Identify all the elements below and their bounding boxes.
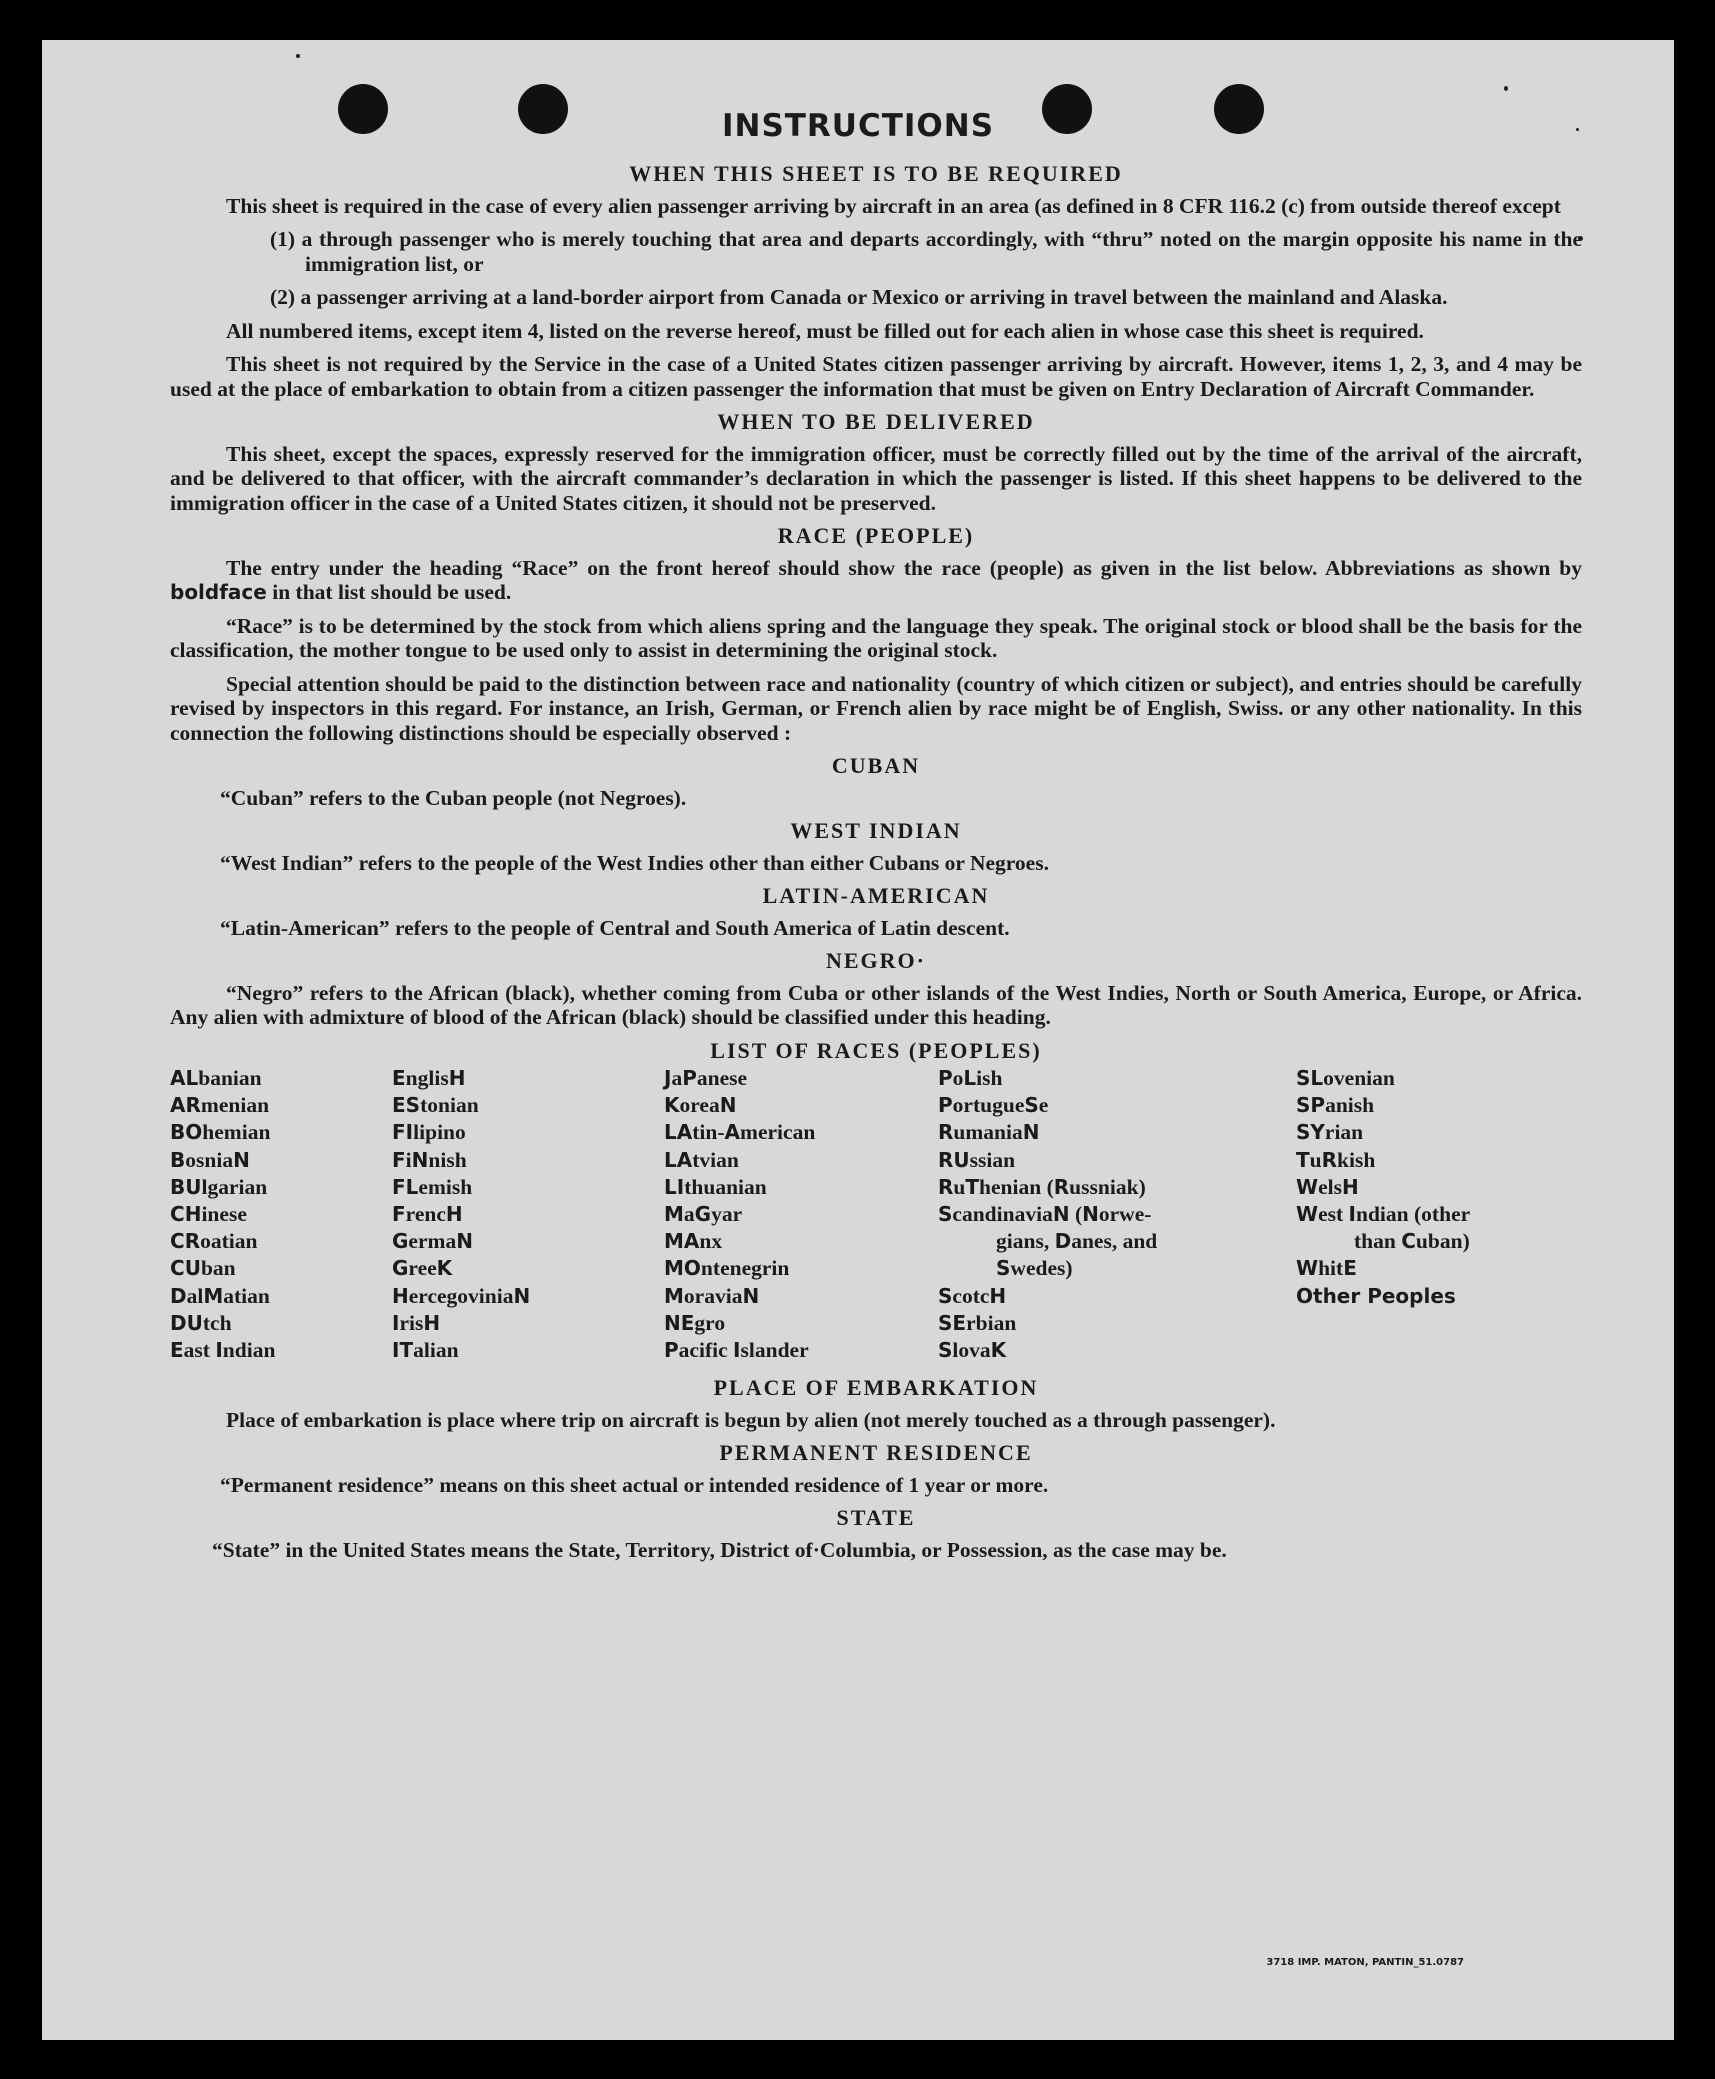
race-entry: Other Peoples — [1296, 1283, 1456, 1308]
paragraph-text: The entry under the heading “Race” on the front hereof should show the race (people) as given in the list below. Abbreviations as shown by — [226, 555, 1582, 580]
race-column — [664, 1065, 938, 1364]
race-entry: RumaniaN — [938, 1120, 1040, 1145]
race-entry: ITalian — [392, 1338, 459, 1363]
race-entry: gians, Danes, and — [996, 1229, 1158, 1254]
document-sheet — [42, 40, 1674, 2040]
race-entry: MoraviaN — [664, 1283, 760, 1308]
race-entry: SYrian — [1296, 1120, 1364, 1145]
race-entry: FrencH — [392, 1202, 463, 1227]
race-entry: JaPanese — [664, 1066, 748, 1090]
race-entry: LAtin-American — [664, 1120, 816, 1145]
race-column — [1296, 1065, 1582, 1364]
paragraph: “Race” is to be determined by the stock from which aliens spring and the language they speak. The original stock or blood shall be the basis for the classification, the mother tongue to be used only to assist in determining the original stock. — [170, 613, 1582, 662]
section-heading: STATE — [836, 1505, 916, 1531]
speck — [1504, 86, 1508, 91]
speck — [296, 54, 300, 58]
race-entry: Pacific Islander — [664, 1338, 809, 1363]
race-entry: SlovaK — [938, 1338, 1007, 1363]
paragraph: This sheet, except the spaces, expressly reserved for the immigration officer, must be correctly filled out by the time of the arrival of the aircraft, and be delivered to that officer, with the aircraft commander’s declaration in which the passenger is listed. If this sheet happens to be delivered to the immigration officer in the case of a United States citizen, it should not be preserved. — [170, 441, 1582, 515]
paragraph: “Cuban” refers to the Cuban people (not Negroes). — [220, 785, 687, 810]
race-entry: IrisH — [392, 1310, 441, 1335]
race-entry: RUssian — [938, 1147, 1016, 1172]
boldface-word: boldface — [170, 580, 267, 604]
race-entry: West Indian (other — [1296, 1202, 1471, 1227]
race-entry: EnglisH — [392, 1066, 466, 1090]
race-entry: DalMatian — [170, 1283, 270, 1308]
section-heading: RACE (PEOPLE) — [777, 523, 975, 548]
race-entry: SLovenian — [1296, 1066, 1395, 1090]
race-entry: GreeK — [392, 1256, 453, 1281]
race-entry: KoreaN — [664, 1093, 737, 1118]
race-column — [392, 1065, 664, 1364]
race-entry: SPanish — [1296, 1093, 1375, 1118]
race-entry: CRoatian — [170, 1229, 258, 1254]
race-entry: RuThenian (Russniak) — [938, 1174, 1146, 1199]
race-entry: MAnx — [664, 1229, 723, 1254]
paragraph: “State” in the United States means the State, Territory, District of·Columbia, or Possession, as the case may be. — [212, 1537, 1227, 1562]
race-entry: BUlgarian — [170, 1174, 268, 1199]
race-entry: BOhemian — [170, 1120, 271, 1145]
section-heading: LATIN-AMERICAN — [762, 883, 990, 908]
race-entry: DUtch — [170, 1310, 232, 1335]
race-entry: WelsH — [1296, 1174, 1359, 1199]
section-heading: PERMANENT RESIDENCE — [719, 1440, 1033, 1466]
race-entry: LIthuanian — [664, 1174, 767, 1199]
race-entry: MaGyar — [664, 1202, 743, 1227]
paragraph: This sheet is not required by the Service in the case of a United States citizen passenger arriving by aircraft. However, items 1, 2, 3, and 4 may be used at the place of embarkation to obtain from a citizen passenger the information that must be given on Entry Declaration of Aircraft Commander. — [170, 352, 1582, 401]
section-heading: CUBAN — [831, 753, 921, 778]
race-entry: PortugueSe — [938, 1093, 1049, 1118]
paragraph: “Negro” refers to the African (black), whether coming from Cuba or other islands of the West Indies, North or South America, Europe, or Africa. Any alien with admixture of blood of the African (black) should be classified under this heading. — [170, 980, 1582, 1029]
section-heading: WHEN THIS SHEET IS TO BE REQUIRED — [629, 161, 1123, 186]
race-entry: LAtvian — [664, 1147, 739, 1172]
paragraph: Special attention should be paid to the distinction between race and nationality (country of which citizen or subject), and entries should be carefully revised by inspectors in this regard. For instance, an Irish, German, or French alien by race might be of English, Swiss. or any other nationality. In this connection the following distinctions should be especially observed : — [170, 671, 1582, 745]
race-entry: GermaN — [392, 1229, 473, 1254]
race-entry: Swedes) — [996, 1256, 1073, 1281]
race-entry: ScotcH — [938, 1283, 1007, 1308]
page-title: INSTRUCTIONS — [721, 108, 995, 144]
race-entry: HercegoviniaN — [392, 1283, 531, 1308]
race-list — [170, 1065, 1582, 1364]
race-entry: FIlipino — [392, 1120, 466, 1145]
race-entry: ALbanian — [170, 1066, 262, 1090]
section-heading: PLACE OF EMBARKATION — [713, 1375, 1039, 1401]
list-item: (2) a passenger arriving at a land-border airport from Canada or Mexico or arriving in travel between the mainland and Alaska. — [270, 285, 1448, 309]
printer-imprint: 3718 IMP. MATON, PANTIN_51.0787 — [1266, 1957, 1464, 1968]
race-column — [170, 1065, 392, 1364]
paragraph: “Permanent residence” means on this sheet actual or intended residence of 1 year or more. — [220, 1472, 1049, 1497]
instructions-body — [170, 154, 1582, 1571]
race-entry: CHinese — [170, 1202, 247, 1227]
paragraph: Place of embarkation is place where trip on aircraft is begun by alien (not merely touched as a through passenger). — [226, 1407, 1276, 1432]
race-entry: ScandinaviaN (Norwe- — [938, 1202, 1152, 1227]
paragraph: “West Indian” refers to the people of the West Indies other than either Cubans or Negroes. — [220, 850, 1049, 875]
section-heading: LIST OF RACES (PEOPLES) — [710, 1037, 1042, 1063]
section-heading: NEGRO· — [825, 948, 926, 973]
race-entry: FiNnish — [392, 1147, 467, 1172]
paragraph: This sheet is required in the case of every alien passenger arriving by aircraft in an area (as defined in 8 CFR 116.2 (c) from outside thereof except — [226, 193, 1561, 218]
paragraph: All numbered items, except item 4, listed on the reverse hereof, must be filled out for each alien in whose case this sheet is required. — [226, 318, 1424, 343]
race-column — [938, 1065, 1296, 1364]
race-entry: FLemish — [392, 1174, 473, 1199]
section-heading: WEST INDIAN — [790, 818, 962, 843]
race-entry: PoLish — [938, 1066, 1003, 1090]
race-entry: CUban — [170, 1256, 236, 1281]
race-entry: WhitE — [1296, 1256, 1357, 1281]
race-entry: East Indian — [170, 1338, 276, 1363]
paragraph — [170, 556, 1582, 605]
race-entry: MOntenegrin — [664, 1256, 790, 1281]
race-entry: TuRkish — [1296, 1147, 1376, 1172]
list-item: (1) a through passenger who is merely touching that area and departs accordingly, with “thru” noted on the margin opposite his name in the immigration list, or — [270, 227, 1582, 276]
race-entry: BosniaN — [170, 1147, 250, 1172]
race-entry: EStonian — [392, 1093, 479, 1118]
paragraph-text: in that list should be used. — [272, 580, 512, 604]
paragraph: “Latin-American” refers to the people of Central and South America of Latin descent. — [220, 915, 1010, 940]
race-entry: SErbian — [938, 1310, 1017, 1335]
race-entry: than Cuban) — [1354, 1229, 1470, 1254]
race-entry: ARmenian — [170, 1093, 270, 1118]
section-heading: WHEN TO BE DELIVERED — [717, 409, 1035, 434]
race-entry: NEgro — [664, 1310, 726, 1335]
